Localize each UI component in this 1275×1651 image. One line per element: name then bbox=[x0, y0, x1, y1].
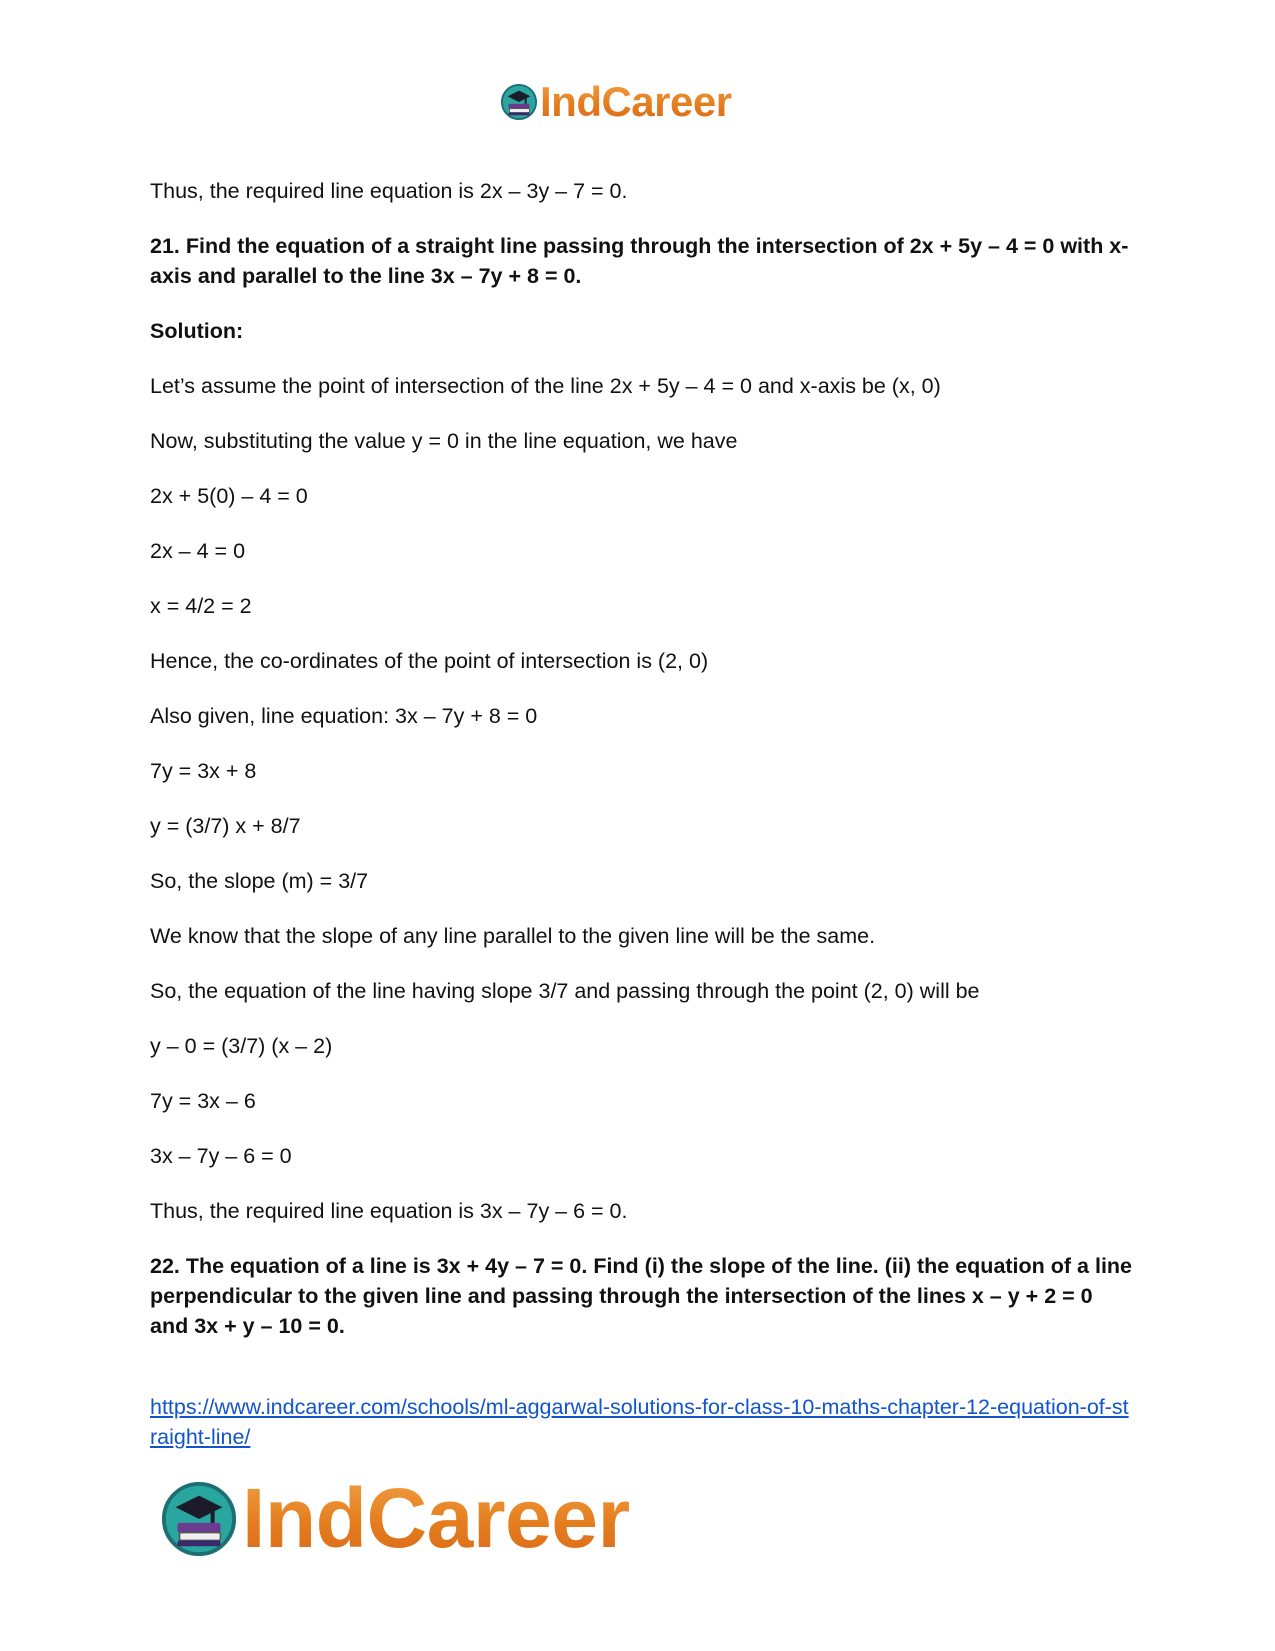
footer-logo bbox=[160, 1470, 630, 1567]
body-paragraph: x = 4/2 = 2 bbox=[150, 594, 252, 618]
body-paragraph: Thus, the required line equation is 2x – 3y – 7 = 0. bbox=[150, 179, 628, 203]
logo-text: IndCareer bbox=[540, 78, 732, 125]
body-paragraph: Thus, the required line equation is 3x – 7y – 6 = 0. bbox=[150, 1199, 628, 1223]
question-heading: 22. The equation of a line is 3x + 4y – 7 = 0. Find (i) the slope of the line. (ii) the equation of a line perpendicular to the given line and passing through the intersection of the lines x – y + 2 = 0 and 3x + y – 10 = 0. bbox=[150, 1254, 1138, 1338]
body-paragraph: 7y = 3x + 8 bbox=[150, 759, 257, 783]
source-link[interactable]: https://www.indcareer.com/schools/ml-aggarwal-solutions-for-class-10-maths-chapter-12-equation-of-straight-line/ bbox=[150, 1395, 1129, 1449]
body-paragraph: y – 0 = (3/7) (x – 2) bbox=[150, 1034, 333, 1058]
body-paragraph: 2x – 4 = 0 bbox=[150, 539, 246, 563]
body-paragraph: So, the slope (m) = 3/7 bbox=[150, 869, 369, 893]
document-body bbox=[150, 176, 1138, 1366]
body-paragraph: 3x – 7y – 6 = 0 bbox=[150, 1144, 292, 1168]
body-paragraph: Hence, the co-ordinates of the point of intersection is (2, 0) bbox=[150, 649, 709, 673]
book-graduation-cap-icon bbox=[160, 1480, 238, 1558]
body-paragraph: So, the equation of the line having slope 3/7 and passing through the point (2, 0) will be bbox=[150, 979, 980, 1003]
body-paragraph: We know that the slope of any line parallel to the given line will be the same. bbox=[150, 924, 876, 948]
body-paragraph: Also given, line equation: 3x – 7y + 8 = 0 bbox=[150, 704, 538, 728]
body-paragraph: y = (3/7) x + 8/7 bbox=[150, 814, 301, 838]
book-graduation-cap-icon bbox=[500, 83, 538, 121]
body-paragraph: Now, substituting the value y = 0 in the line equation, we have bbox=[150, 429, 738, 453]
question-heading: Solution: bbox=[150, 319, 244, 343]
body-paragraph: Let’s assume the point of intersection of the line 2x + 5y – 4 = 0 and x-axis be (x, 0) bbox=[150, 374, 941, 398]
question-heading: 21. Find the equation of a straight line passing through the intersection of 2x + 5y – 4 = 0 with x-axis and parallel to the line 3x – 7y + 8 = 0. bbox=[150, 234, 1129, 288]
body-paragraph: 7y = 3x – 6 bbox=[150, 1089, 256, 1113]
header-logo bbox=[500, 78, 732, 126]
logo-text: IndCareer bbox=[242, 1471, 630, 1565]
body-paragraph: 2x + 5(0) – 4 = 0 bbox=[150, 484, 308, 508]
